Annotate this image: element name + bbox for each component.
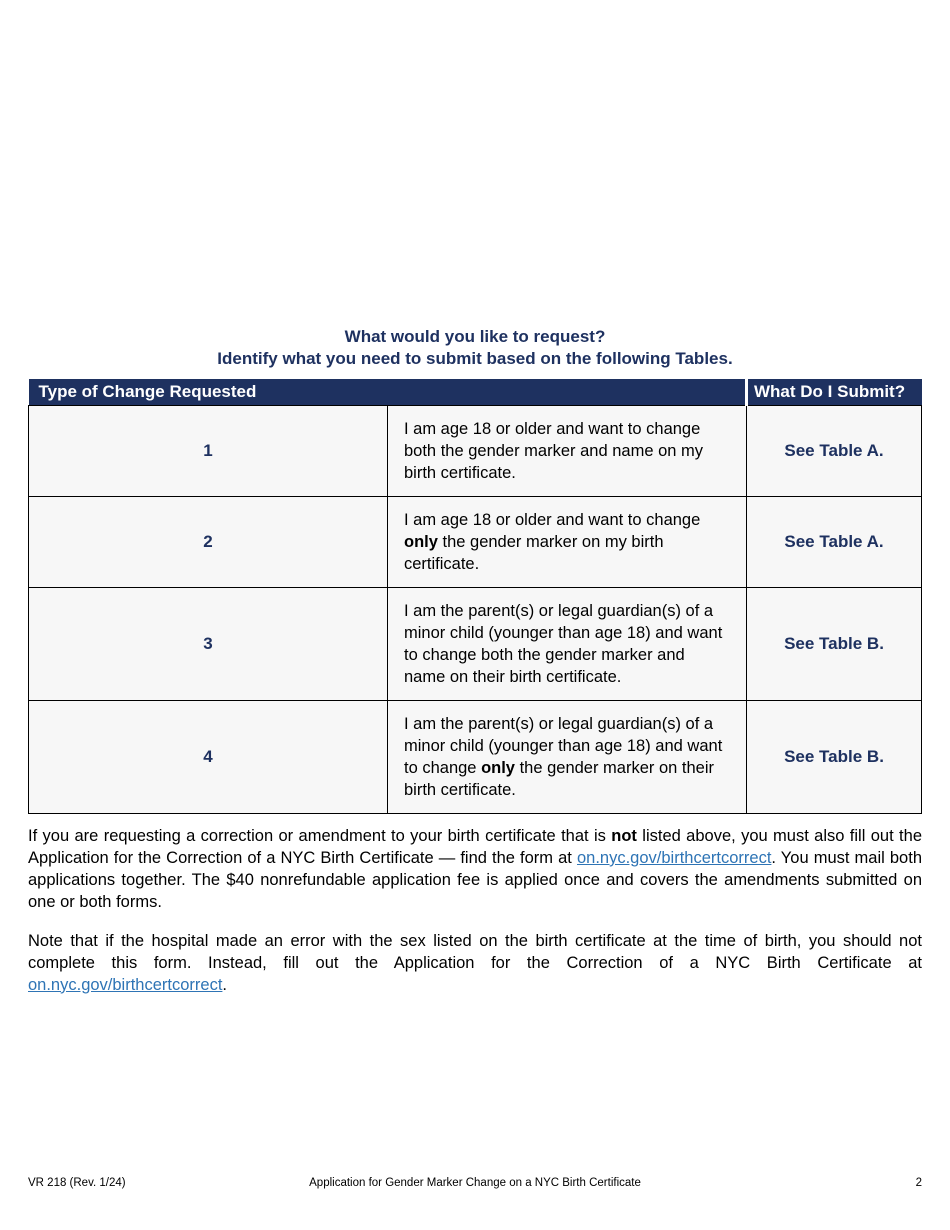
hospital-error-paragraph xyxy=(28,930,922,996)
page-title xyxy=(28,326,922,370)
row-description-text: I am age 18 or older and want to change both the gender marker and name on my birth certificate. xyxy=(404,420,704,482)
footer-document-title: Application for Gender Marker Change on a NYC Birth Certificate xyxy=(309,1177,641,1189)
page-title-line1: What would you like to request? xyxy=(344,327,606,346)
header-what-do-i-submit: What Do I Submit? xyxy=(747,379,922,406)
row-description xyxy=(388,701,747,814)
row-description-after: the gender marker on their birth certificate. xyxy=(404,759,715,799)
row-number: 2 xyxy=(29,497,388,588)
see-table-reference: See Table B. xyxy=(747,701,922,814)
row-description xyxy=(388,588,747,701)
paragraph1-text: If you are requesting a correction or amendment to your birth certificate that is xyxy=(28,827,612,845)
table-row xyxy=(29,588,922,701)
birthcert-correct-link[interactable]: on.nyc.gov/birthcertcorrect xyxy=(576,849,772,867)
paragraph2-text-after-link: . xyxy=(222,975,228,994)
row-description xyxy=(388,497,747,588)
paragraph1-text-after-link: . You must mail both applications together. The $40 nonrefundable application fee is applied once and covers the amendments submitted on one or both forms. xyxy=(28,849,922,911)
row-description-text: I am the parent(s) or legal guardian(s) of a minor child (younger than age 18) and want to change xyxy=(404,715,723,777)
table-row xyxy=(29,497,922,588)
correction-info-paragraph xyxy=(28,825,922,913)
row-description-bold: only xyxy=(404,533,438,551)
row-description-after: the gender marker on my birth certificate. xyxy=(404,533,664,573)
row-number: 4 xyxy=(29,701,388,814)
page-content xyxy=(28,326,922,1012)
footer-form-number: VR 218 (Rev. 1/24) xyxy=(28,1177,126,1189)
paragraph2-text: Note that if the hospital made an error with the sex listed on the birth certificate at the time of birth, you should not complete this form. Instead, fill out the Application for the Correction of a NYC Birth Certificate at xyxy=(28,931,922,972)
row-description-text: I am the parent(s) or legal guardian(s) of a minor child (younger than age 18) and want to change both the gender marker and name on their birth certificate. xyxy=(404,602,723,686)
footer-page-number: 2 xyxy=(915,1177,922,1189)
row-number: 3 xyxy=(29,588,388,701)
see-table-reference: See Table A. xyxy=(747,406,922,497)
table-row xyxy=(29,406,922,497)
row-description-text: I am age 18 or older and want to change xyxy=(404,511,701,529)
row-number: 1 xyxy=(29,406,388,497)
see-table-reference: See Table A. xyxy=(747,497,922,588)
row-description xyxy=(388,406,747,497)
change-type-table-header xyxy=(29,379,922,406)
page-footer xyxy=(28,1177,922,1193)
change-type-table xyxy=(28,379,922,814)
header-type-of-change: Type of Change Requested xyxy=(29,379,747,406)
paragraph1-text-after-bold: listed above, you must also fill out the Application for the Correction of a NYC Birth Certificate — find the form at xyxy=(28,827,922,867)
birthcert-correct-link[interactable]: on.nyc.gov/birthcertcorrect xyxy=(28,975,223,994)
page-title-line2: Identify what you need to submit based on the following Tables. xyxy=(217,349,733,368)
paragraph1-bold-not: not xyxy=(611,827,637,845)
see-table-reference: See Table B. xyxy=(747,588,922,701)
row-description-bold: only xyxy=(481,759,515,777)
table-row xyxy=(29,701,922,814)
